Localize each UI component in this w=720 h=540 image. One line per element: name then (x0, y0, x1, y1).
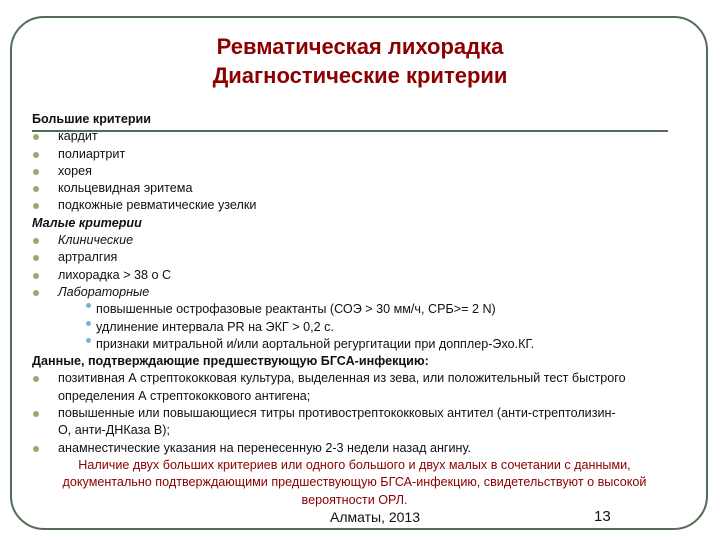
evidence-item-continued: О, анти-ДНКаза В); (58, 423, 170, 438)
major-criterion: хорея (32, 163, 692, 180)
lab-label: Лабораторные (32, 284, 692, 301)
lab-criterion: повышенные острофазовые реактанты (СОЭ > 30 мм/ч, СРБ>= 2 N) (32, 301, 692, 318)
major-criterion: кольцевидная эритема (32, 180, 692, 197)
major-criterion: подкожные ревматические узелки (32, 197, 692, 214)
criteria-content (32, 111, 692, 509)
lab-criterion: удлинение интервала PR на ЭКГ > 0,2 с. (32, 319, 692, 336)
slide-title (150, 32, 570, 90)
conclusion-text: Наличие двух больших критериев или одного большого и двух малых в сочетании с данными, документально подтверждающими предшествующую БГСА-инфекцию, свидетельствуют о высокой вероятности ОРЛ. (62, 457, 647, 507)
lab-criterion: признаки митральной и/или аортальной регургитации при допплер-Эхо.КГ. (32, 336, 692, 353)
evidence-item: анамнестические указания на перенесенную 2-3 недели назад ангину. (32, 440, 692, 457)
major-criterion: полиартрит (32, 146, 692, 163)
clinical-criterion: артралгия (32, 249, 692, 266)
evidence-heading: Данные, подтверждающие предшествующую БГСА-инфекцию: (32, 354, 429, 369)
title-line-2: Диагностические критерии (212, 63, 508, 88)
evidence-item: позитивная А стрептококковая культура, выделенная из зева, или положительный тест быстрого (32, 370, 692, 387)
clinical-criterion: лихорадка > 38 о С (32, 267, 692, 284)
clinical-label: Клинические (32, 232, 692, 249)
title-line-1: Ревматическая лихорадка (216, 34, 504, 59)
major-criterion: кардит (32, 128, 692, 145)
page-number: 13 (594, 508, 611, 525)
minor-criteria-heading: Малые критерии (32, 215, 142, 230)
evidence-item-continued: определения А стрептококкового антигена; (58, 388, 311, 403)
evidence-item: повышенные или повышающиеся титры противострептококковых антител (анти-стрептолизин- (32, 405, 692, 422)
major-criteria-heading: Большие критерии (32, 112, 152, 126)
footer-city: Алматы, 2013 (330, 509, 421, 525)
